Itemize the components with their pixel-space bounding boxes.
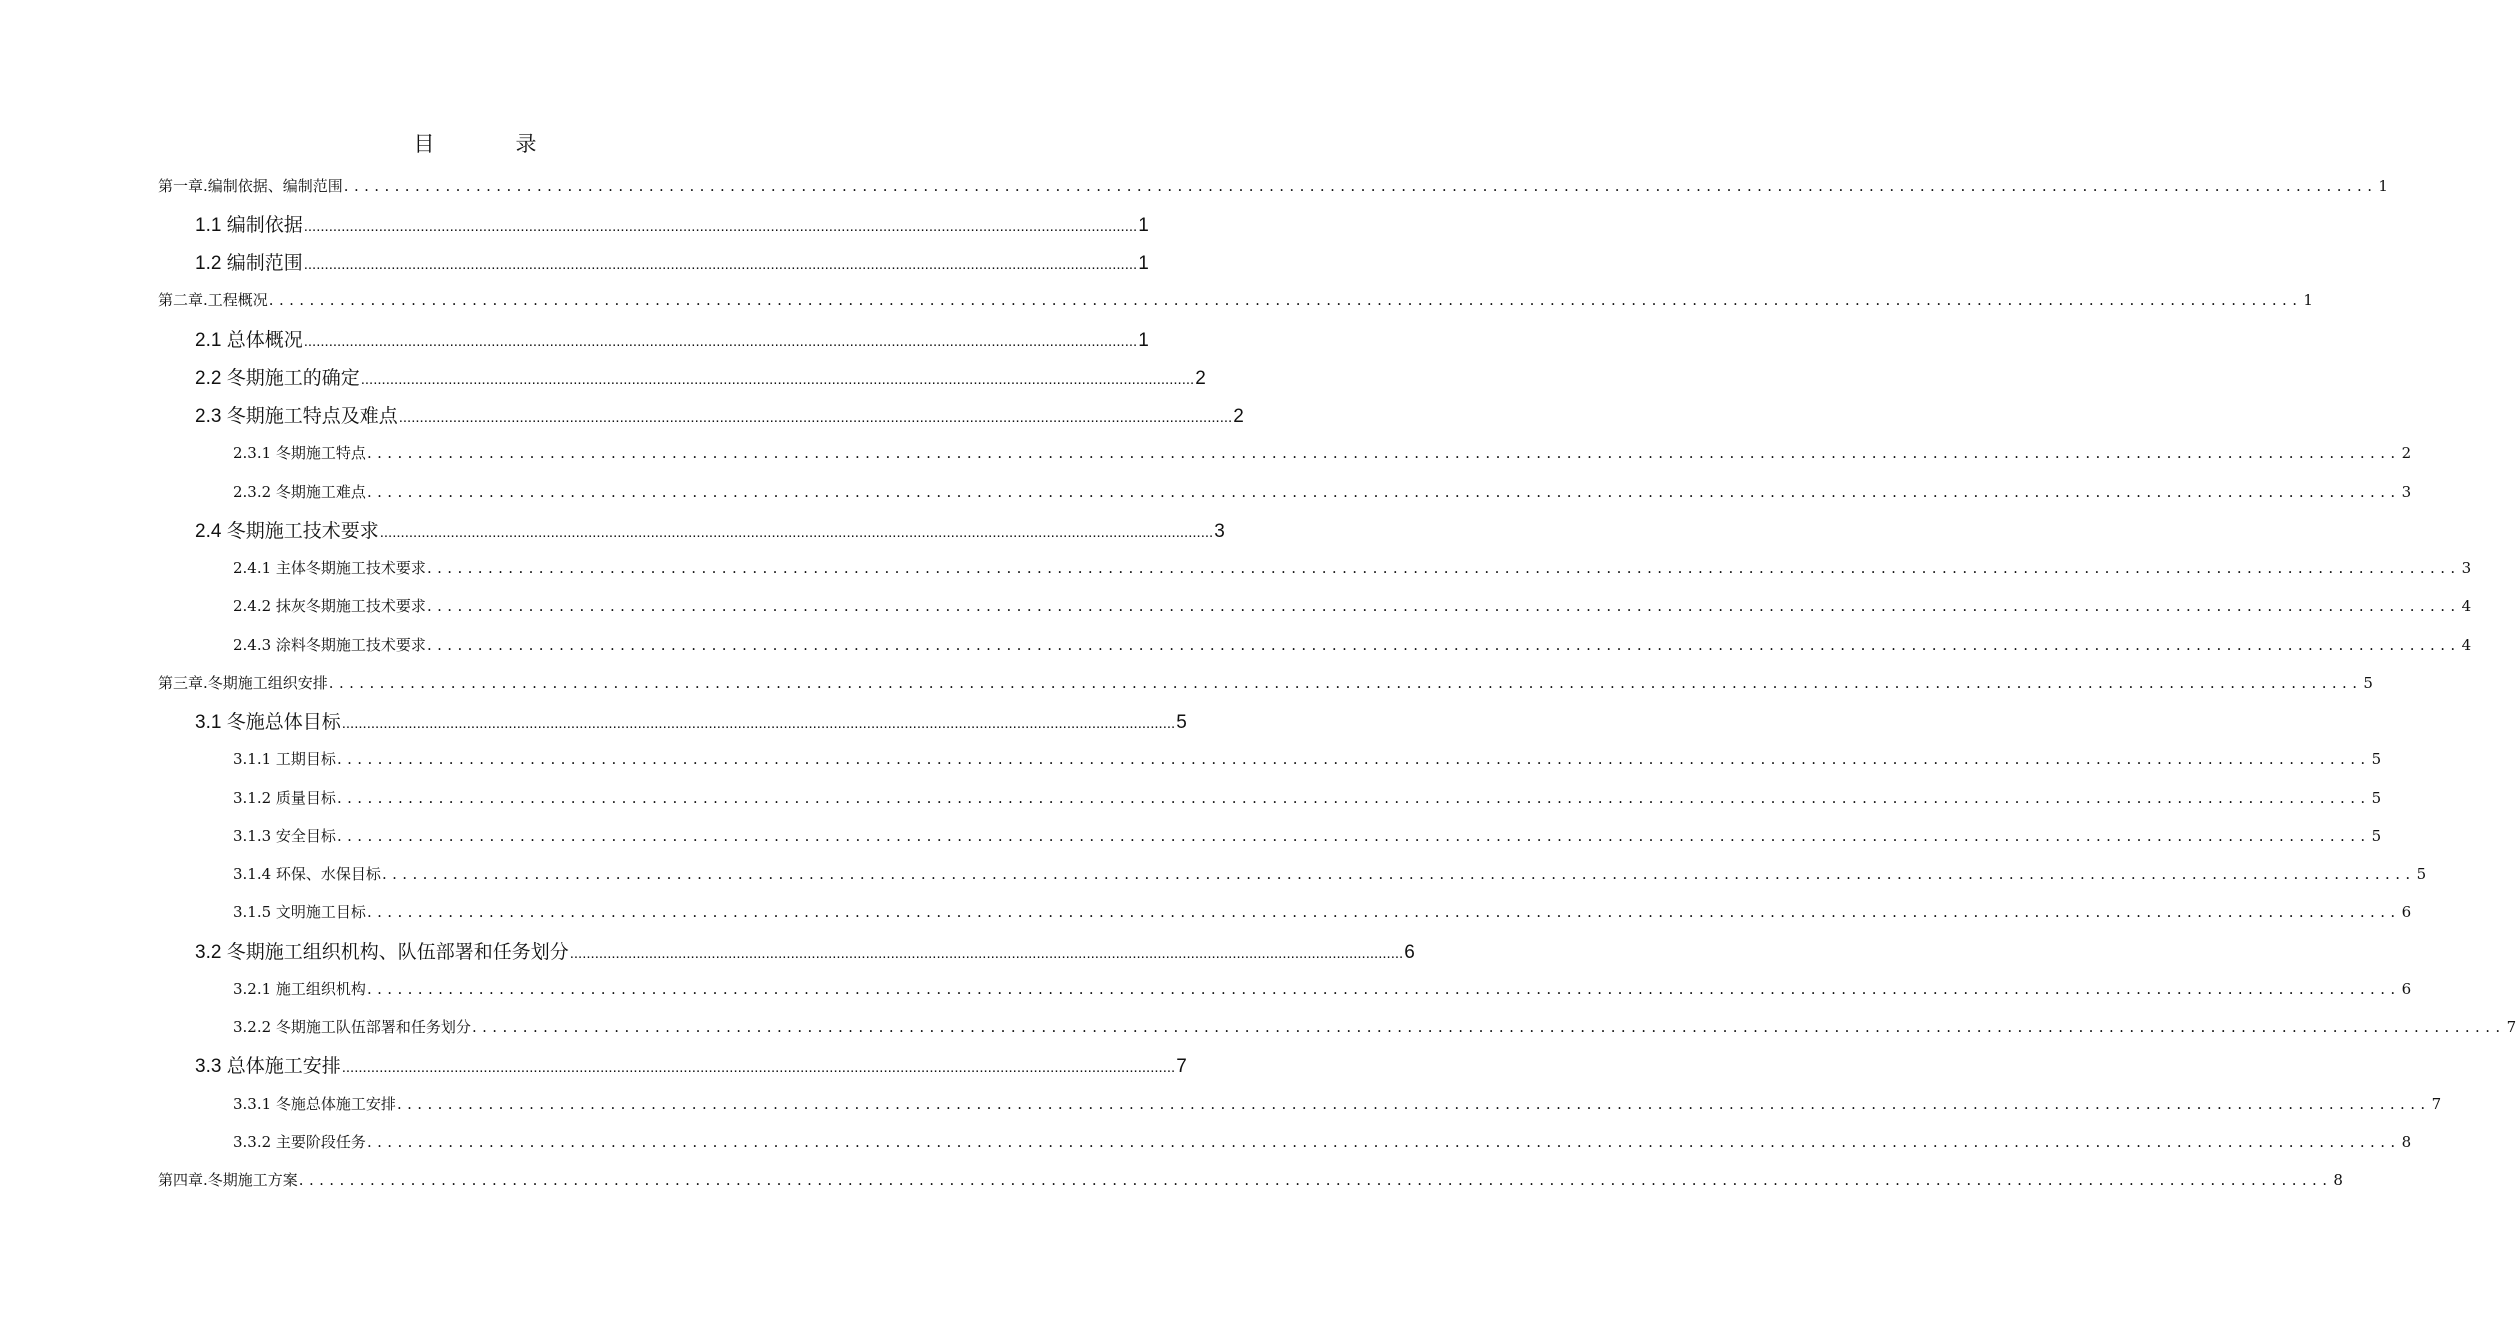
- toc-page-number: 4: [2461, 597, 2472, 616]
- toc-leader-dots: ........................................................................................................................................................................................................: [343, 176, 2378, 195]
- toc-page-number: 1: [1138, 253, 1149, 275]
- toc-page-number: 2: [1233, 406, 1244, 428]
- toc-leader-dots: ........................................................................................................................................................................................................: [426, 597, 2461, 616]
- toc-entry[interactable]: [0, 434, 2412, 472]
- toc-entry-label: 第三章.冬期施工组织安排: [158, 673, 328, 692]
- toc-page-number: 5: [2371, 750, 2382, 769]
- toc-page-number: 8: [2333, 1171, 2343, 1190]
- toc-page-number: 5: [2363, 673, 2373, 692]
- toc-entry[interactable]: [0, 549, 2472, 587]
- toc-leader-dots: ........................................................................................................................................................................................................: [336, 826, 2371, 845]
- toc-entry-label: 3.3 总体施工安排: [195, 1056, 341, 1078]
- toc-entry-line: [158, 1169, 2343, 1190]
- toc-entry-label: 第二章.工程概况: [158, 291, 268, 310]
- toc-leader-dots: ........................................................................................................................................................................................................: [366, 1132, 2401, 1151]
- toc-title: 目 录: [413, 132, 567, 156]
- toc-entry-line: [233, 1131, 2412, 1152]
- toc-entry-line: [195, 707, 1187, 734]
- toc-entry-line: [233, 748, 2382, 769]
- toc-entry[interactable]: [0, 702, 1187, 740]
- toc-entry-line: [233, 481, 2412, 502]
- toc-entry-label: 2.3.2 冬期施工难点: [233, 482, 366, 501]
- toc-entry[interactable]: [0, 166, 2388, 204]
- toc-entry-line: [195, 401, 1244, 428]
- toc-entry-label: 3.2.1 施工组织机构: [233, 979, 366, 998]
- toc-page-number: 6: [2401, 903, 2412, 922]
- toc-entry-label: 3.1.1 工期目标: [233, 750, 336, 769]
- toc-page-number: 2: [2401, 444, 2412, 463]
- toc-entry-label: 1.2 编制范围: [195, 253, 303, 275]
- toc-leader-dots: ........................................................................................................................................................................................................: [268, 291, 2303, 310]
- toc-entry-line: [158, 175, 2388, 196]
- toc-leader-dots: ........................................................................................................................................................................................................: [341, 715, 1176, 733]
- toc-page-number: 2: [1195, 367, 1206, 389]
- toc-entry[interactable]: [0, 243, 1149, 281]
- toc-leader-dots: ........................................................................................................................................................................................................: [366, 979, 2401, 998]
- toc-leader-dots: ........................................................................................................................................................................................................: [366, 903, 2401, 922]
- toc-leader-dots: ........................................................................................................................................................................................................: [341, 1059, 1176, 1077]
- toc-entry[interactable]: [0, 1008, 2516, 1046]
- toc-entry-label: 3.1 冬施总体目标: [195, 712, 341, 734]
- toc-leader-dots: ........................................................................................................................................................................................................: [303, 217, 1138, 235]
- toc-entry-label: 2.4.3 涂料冬期施工技术要求: [233, 635, 426, 654]
- toc-entry-line: [233, 1016, 2516, 1037]
- toc-leader-dots: ........................................................................................................................................................................................................: [366, 444, 2401, 463]
- toc-entry-line: [195, 248, 1149, 275]
- toc-page-number: 1: [1138, 214, 1149, 236]
- toc-page-number: 1: [2378, 176, 2388, 195]
- toc-entry-label: 2.3 冬期施工特点及难点: [195, 406, 398, 428]
- toc-entry-label: 3.1.3 安全目标: [233, 826, 336, 845]
- toc-leader-dots: ........................................................................................................................................................................................................: [398, 409, 1233, 427]
- toc-entry[interactable]: [0, 587, 2472, 625]
- toc-page-number: 4: [2461, 635, 2472, 654]
- toc-page-number: 5: [2371, 788, 2382, 807]
- toc-leader-dots: ........................................................................................................................................................................................................: [298, 1171, 2333, 1190]
- toc-entry-line: [195, 937, 1415, 964]
- toc-entry-line: [233, 787, 2382, 808]
- toc-entry-line: [195, 325, 1149, 352]
- toc-entry-line: [195, 516, 1225, 543]
- toc-page-number: 5: [2371, 826, 2382, 845]
- toc-entry-label: 3.3.2 主要阶段任务: [233, 1132, 366, 1151]
- toc-entry-line: [233, 901, 2412, 922]
- toc-entry-label: 3.3.1 冬施总体施工安排: [233, 1094, 396, 1113]
- toc-entry[interactable]: [0, 816, 2382, 854]
- toc-page-number: 1: [1138, 329, 1149, 351]
- toc-page-number: 3: [2401, 482, 2412, 501]
- toc-entry-label: 2.4 冬期施工技术要求: [195, 520, 379, 542]
- toc-entry[interactable]: [0, 281, 2313, 319]
- toc-entry[interactable]: [0, 625, 2472, 663]
- toc-entry-line: [195, 363, 1206, 390]
- toc-entry-label: 第一章.编制依据、编制范围: [158, 176, 343, 195]
- toc-leader-dots: ........................................................................................................................................................................................................: [328, 673, 2363, 692]
- toc-page-number: 3: [1214, 520, 1225, 542]
- toc-entry-line: [195, 210, 1149, 237]
- toc-leader-dots: ........................................................................................................................................................................................................: [396, 1094, 2431, 1113]
- toc-page-number: 6: [1404, 941, 1415, 963]
- toc-page-number: 5: [1176, 712, 1187, 734]
- toc-entry-line: [233, 442, 2412, 463]
- toc-entry-label: 2.4.1 主体冬期施工技术要求: [233, 559, 426, 578]
- toc-entry-label: 1.1 编制依据: [195, 214, 303, 236]
- toc-entry[interactable]: [0, 931, 1415, 969]
- toc-entry[interactable]: [0, 663, 2373, 701]
- toc-page-number: 3: [2461, 559, 2472, 578]
- toc-leader-dots: ........................................................................................................................................................................................................: [426, 559, 2461, 578]
- toc-entry-label: 2.3.1 冬期施工特点: [233, 444, 366, 463]
- toc-entry-line: [158, 672, 2373, 693]
- toc-entry[interactable]: [0, 357, 1206, 395]
- toc-entry[interactable]: [0, 319, 1149, 357]
- toc-entry-label: 2.4.2 抹灰冬期施工技术要求: [233, 597, 426, 616]
- toc-entry-line: [233, 595, 2472, 616]
- toc-entry-line: [233, 557, 2472, 578]
- toc-entry-label: 3.1.2 质量目标: [233, 788, 336, 807]
- toc-entry-label: 3.1.5 文明施工目标: [233, 903, 366, 922]
- toc-entry-line: [233, 978, 2412, 999]
- toc-entry-label: 3.1.4 环保、水保目标: [233, 865, 381, 884]
- toc-page-number: 8: [2401, 1132, 2412, 1151]
- toc-entry-label: 2.1 总体概况: [195, 329, 303, 351]
- toc-leader-dots: ........................................................................................................................................................................................................: [569, 944, 1404, 962]
- toc-leader-dots: ........................................................................................................................................................................................................: [303, 332, 1138, 350]
- toc-entry[interactable]: [0, 1084, 2442, 1122]
- toc-page-number: 7: [2431, 1094, 2442, 1113]
- toc-entry-line: [233, 634, 2472, 655]
- toc-entry-label: 2.2 冬期施工的确定: [195, 367, 360, 389]
- toc-entry[interactable]: [0, 472, 2412, 510]
- table-of-contents: [0, 166, 2516, 1199]
- toc-leader-dots: ........................................................................................................................................................................................................: [471, 1018, 2506, 1037]
- toc-entry-line: [233, 1093, 2442, 1114]
- toc-entry[interactable]: [0, 740, 2382, 778]
- toc-entry[interactable]: [0, 1161, 2343, 1199]
- toc-entry-label: 3.2 冬期施工组织机构、队伍部署和任务划分: [195, 941, 569, 963]
- toc-entry-line: [233, 825, 2382, 846]
- toc-entry-label: 第四章.冬期施工方案: [158, 1171, 298, 1190]
- toc-entry[interactable]: [0, 969, 2412, 1007]
- toc-page-number: 6: [2401, 979, 2412, 998]
- toc-entry[interactable]: [0, 1046, 1187, 1084]
- toc-leader-dots: ........................................................................................................................................................................................................: [336, 750, 2371, 769]
- toc-page-number: 1: [2303, 291, 2313, 310]
- toc-leader-dots: ........................................................................................................................................................................................................: [426, 635, 2461, 654]
- toc-entry-label: 3.2.2 冬期施工队伍部署和任务划分: [233, 1018, 471, 1037]
- toc-entry[interactable]: [0, 1122, 2412, 1160]
- toc-leader-dots: ........................................................................................................................................................................................................: [360, 370, 1195, 388]
- toc-entry[interactable]: [0, 778, 2382, 816]
- toc-page-number: 7: [1176, 1056, 1187, 1078]
- toc-leader-dots: ........................................................................................................................................................................................................: [379, 523, 1214, 541]
- toc-entry[interactable]: [0, 204, 1149, 242]
- toc-entry-line: [233, 863, 2427, 884]
- toc-entry[interactable]: [0, 855, 2427, 893]
- toc-leader-dots: ........................................................................................................................................................................................................: [336, 788, 2371, 807]
- toc-entry[interactable]: [0, 893, 2412, 931]
- toc-entry-line: [195, 1051, 1187, 1078]
- toc-leader-dots: ........................................................................................................................................................................................................: [366, 482, 2401, 501]
- toc-entry[interactable]: [0, 396, 1244, 434]
- toc-entry-line: [158, 289, 2313, 310]
- toc-leader-dots: ........................................................................................................................................................................................................: [303, 256, 1138, 274]
- toc-page-number: 5: [2416, 865, 2427, 884]
- toc-entry[interactable]: [0, 510, 1225, 548]
- toc-leader-dots: ........................................................................................................................................................................................................: [381, 865, 2416, 884]
- toc-page-number: 7: [2506, 1018, 2516, 1037]
